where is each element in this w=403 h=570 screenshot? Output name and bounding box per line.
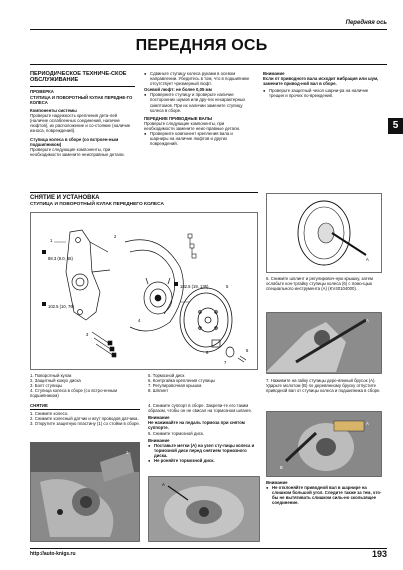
footer-url[interactable]: http://auto-knigs.ru	[30, 551, 76, 557]
knuckle-tool-photo	[266, 312, 382, 374]
header-section-label: Передняя ось	[345, 20, 387, 26]
torque-label-3: 182.5 (19, 135)	[180, 284, 209, 289]
bullet-rotate-hub: ● Проверните ступицу и проверьте наличие посторонних шумов или дру-гих нехарактерных симптомов. При их наличии замените ступицу колеса в сборе.	[144, 92, 252, 112]
chapter-tab: 5	[388, 118, 403, 134]
axial-play-spec: Осевой люфт: не более 0,05 мм	[144, 87, 212, 93]
header-rule	[30, 29, 387, 30]
removal-steps: СНЯТИЕ 1. Снимите колесо. 2. Снимите колесный датчик и жгут проводов датчика. 3. Открутите защитную пластину (1) со стойки в сборе.	[30, 403, 140, 427]
step-7-text: 7. Наживите на гайку ступицы дере-вянный брусок (А). Ударьте молотом (B) по деревянному бруску отпустите приводной вал от ступицы колеса и подшипника в сборе.	[266, 378, 381, 394]
title-rule	[30, 64, 387, 65]
hammer-drive-photo	[266, 411, 382, 477]
page-number: 193	[371, 549, 387, 559]
section-rule	[30, 192, 258, 193]
callout-4: 4	[138, 318, 141, 323]
components-text: Проверьте надежность крепления дета-лей (наличие ослабленных соединений, наличие люфтов), их расположение и со-стояние (наличие износа, повреждений).	[30, 113, 131, 134]
bullet-axial-shift: ● Сдвиньте ступицу колеса руками в осевом направлении. Убедитесь в том, что в подшипнике отсутствует чрезмерный люфт.	[144, 71, 252, 86]
top-fasteners-drawing	[188, 234, 196, 258]
hub-knuckle-exploded-diagram	[30, 212, 258, 370]
svg-text:A: A	[366, 318, 369, 323]
bullet-boot-check: ● Проверьте защитный чехол шарни-ра на наличие трещин и прочих по-вреждений.	[263, 88, 381, 98]
drive-shafts-text: Проверьте следующие компоненты, при необходимости замените неис-правные детали.	[144, 120, 241, 131]
svg-text:A: A	[366, 257, 369, 262]
right-warning: Внимание ● Не отклоняйте приводной вал в шарнире на слишком большой угол. Следите также за тем, что-бы не вытягивать слишком силь-но скользящее соединение.	[266, 480, 382, 505]
footer-rule	[30, 548, 387, 549]
callout-2: 2	[114, 234, 117, 239]
step-6-text: 6. Снимите шплинт и регулировоч-ную крышку, затем ослабьте кон-тргайку ступицы колеса (6) с помо-щью специального инструмента (А) (KV40104000).	[266, 276, 373, 292]
callout-7: 7	[224, 360, 227, 365]
maintenance-column	[30, 71, 135, 157]
svg-text:B: B	[280, 465, 283, 470]
legend-right: 5. Тормозной диск 6. Контргайка крепления ступицы 7. Регулировочная крышка 8. Шплинт	[148, 373, 215, 394]
warning-text: Если от приводного вала исходит вибрация или шум, замените привод-ной вал в сборе.	[263, 76, 379, 87]
bullet-drive-shaft-play: ● Проверните компонент крепления вала и шарниры на наличие люфтов и других повреждений.	[144, 131, 252, 146]
hub-bolts-drawing	[92, 332, 116, 357]
hub-heading: Ступица колеса в сборе (со встроен-ным подшипником)	[30, 136, 119, 147]
callout-1: 1	[50, 238, 53, 243]
callout-3: 3	[86, 332, 89, 337]
components-heading: Компоненты системы	[30, 108, 77, 114]
page-title: ПЕРЕДНЯЯ ОСЬ	[135, 37, 268, 54]
svg-text:1: 1	[126, 450, 129, 455]
section-heading: СНЯТИЕ И УСТАНОВКА СТУПИЦА И ПОВОРОТНЫЙ КУЛАК ПЕРЕДНЕГО КОЛЕСА	[30, 195, 164, 207]
maintenance-heading: ПЕРИОДИЧЕСКОЕ ТЕХНИЧЕ-СКОЕ ОБСЛУЖИВАНИЕ	[30, 71, 135, 87]
removal-steps-mid: 4. Снимите суппорт в сборе. Закрепи-те его таким образом, чтобы он не свисал на тормозном шланге. Внимание Не нажимайте на педаль тормоза при снятом суппорте. 5. Снимите тормозной диск. Внимание ● Поставьте метки (А) на узел сту-пицы колеса и тормозной диск перед снятием тормозного диска. ● Не роняйте тормозной диск.	[148, 403, 260, 463]
maintenance-column-2	[144, 71, 252, 146]
warning-heading: Внимание	[263, 71, 285, 76]
hub-text: Проверьте следующие компоненты, при необходимости замените неисправные детали.	[30, 146, 125, 157]
disc-marks-photo	[148, 476, 260, 542]
brake-disc-drawing	[180, 288, 232, 352]
drive-shafts-heading: ПЕРЕДНИЕ ПРИВОДНЫЕ ВАЛЫ	[144, 115, 213, 121]
legend-left: 1. Поворотный кулак 2. Защитный кожух диска 3. Болт ступицы 4. Ступица колеса в сборе (со встро-енным подшипником)	[30, 373, 118, 399]
callout-8: 8	[246, 348, 249, 353]
shield-removal-photo	[30, 442, 140, 542]
torque-label-2: 102.5 (10, 76)	[48, 304, 75, 309]
callout-5: 5	[226, 284, 229, 289]
callout-6: 6	[206, 350, 209, 355]
check-subheading: СТУПИЦА И ПОВОРОТНЫЙ КУЛАК ПЕРЕДНЕ-ГО КОЛЕСА	[30, 94, 133, 105]
svg-text:A: A	[366, 421, 369, 426]
locknut-tool-photo	[266, 193, 382, 273]
svg-text:A: A	[162, 482, 165, 487]
check-heading: ПРОВЕРКА	[30, 88, 54, 94]
maintenance-column-3	[263, 71, 381, 98]
torque-label-1: 88.3 (9.0, 65)	[48, 256, 73, 261]
